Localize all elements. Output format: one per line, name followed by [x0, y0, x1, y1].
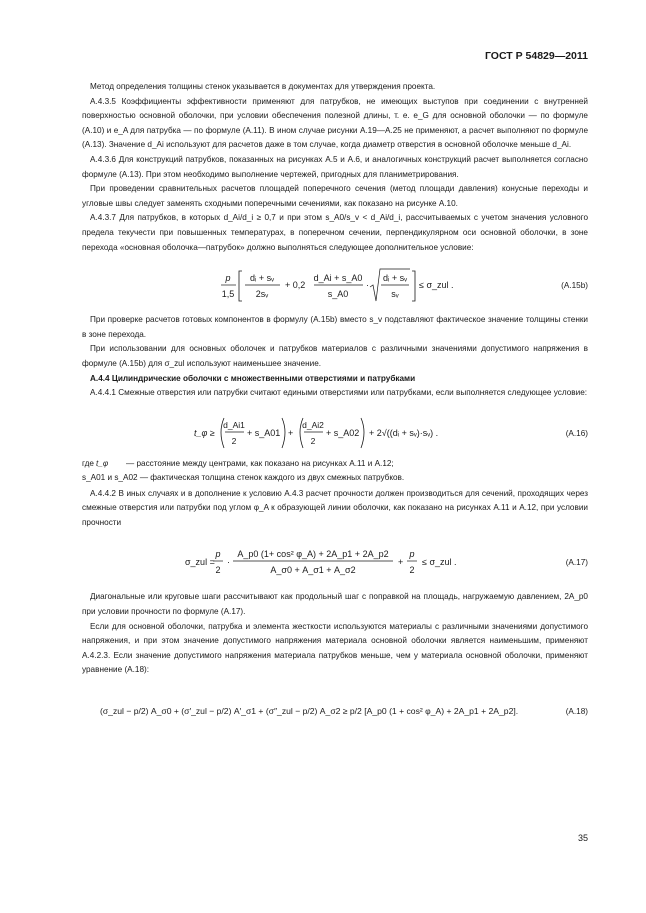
def-where: где: [82, 458, 94, 468]
formula-a17-graphic: [82, 530, 588, 592]
paragraph-a442: А.4.4.2 В иных случаях и в дополнение к условию А.4.3 расчет прочности должен производиться для сечений, проходящих через смежные отверстия или патрубки под углом φ_A к образующей линии оболочки, как показано на рисунках А.11 и А.12, при условии прочности: [82, 488, 588, 527]
symbol-definitions: [82, 457, 588, 487]
f15b-number: (А.15b): [561, 281, 588, 291]
f15b-02: + 0,2: [285, 280, 306, 291]
paragraph-materials: При использовании для основных оболочек и патрубков материалов с различными значениями допустимого напряжения в формуле (А.15b) для σ_zul используют наименьшее значение.: [82, 344, 588, 368]
f16-dai1: d_Ai1: [223, 419, 245, 430]
f16-2a: 2: [231, 435, 237, 446]
f15b-2sv: 2sᵥ: [255, 289, 269, 300]
f15b-rhs: ≤ σ_zul .: [419, 280, 454, 291]
paragraph-a441: А.4.4.1 Смежные отверстия или патрубки считают едиными отверстиями или патрубками, если выполняется следующее условие:: [90, 388, 588, 398]
f17-num: A_p0 (1+ cos² φ_A) + 2A_p1 + 2A_p2: [237, 549, 389, 560]
f17-2b: 2: [409, 565, 415, 576]
f15b-di-sv-2: dᵢ + sᵥ: [382, 273, 408, 284]
paragraph-different-materials: Если для основной оболочки, патрубка и элемента жесткости используются материалы с различными значениями допустимого напряжения, и при этом значение допустимого напряжения материала основной оболочки является наименьшим, применяют А.4.2.3. Если значение допустимого напряжения материала патрубков меньше, чем у материала основной оболочки, применяют уравнение (А.18):: [82, 621, 588, 675]
f15b-sa0: s_A0: [327, 289, 349, 300]
f15b-sv: sᵥ: [391, 289, 399, 300]
page-number: 35: [577, 833, 588, 843]
paragraph-a435: А.4.3.5 Коэффициенты эффективности применяют для патрубков, не имеющих выступов при соединении с внутренней поверхностью основной оболочки, при условии обеспечения полезной длины, т. е. e_G для основной оболочки — по формуле (А.10) и e_A для патрубка — по формуле (А.11). В ином случае рисунки А.19—А.25 не применяют, а расчет выполняют по формуле (А.13). Значение d_Ai используют для расчетов даже в том случае, когда диаметр отверстия в основной оболочке меньше d_Ai.: [82, 96, 588, 150]
f17-end: ≤ σ_zul .: [422, 557, 457, 568]
f16-2b: 2: [310, 435, 316, 446]
f16-sa01: + s_A01: [247, 427, 281, 438]
def-tphi: — расстояние между центрами, как показано на рисунках А.11 и А.12;: [126, 458, 394, 468]
f18-expr: (σ_zul − p/2) A_σ0 + (σ′_zul − p/2) A′_σ1 + (σ″_zul − p/2) A_σ2 ≥ p/2 [A_p0 (1 + cos² φ_A) + 2A_p1 + 2A_p2].: [100, 706, 519, 717]
formula-a18: [82, 678, 588, 728]
formula-a16: [82, 401, 588, 457]
paragraph-diagonal: Диагональные или круговые шаги рассчитывают как продольный шаг с поправкой на площадь, нагружаемую давлением, 2A_p0 при условии прочности по формуле (А.17).: [82, 592, 588, 617]
svg-text:·: ·: [227, 557, 230, 568]
f17-plus: +: [398, 557, 404, 568]
def-tphi-symbol: t_φ: [96, 458, 109, 468]
standard-header: ГОСТ Р 54829—2011: [484, 50, 588, 62]
f16-sa02: + s_A02: [326, 427, 360, 438]
document-body: [82, 80, 588, 728]
svg-text:·: ·: [366, 280, 369, 291]
f15b-dai-sa0: d_Ai + s_A0: [313, 273, 363, 284]
section-title-a44: А.4.4 Цилиндрические оболочки с множественными отверстиями и патрубками: [90, 373, 416, 383]
paragraph-method: Метод определения толщины стенок указывается в документах для утверждения проекта.: [90, 82, 436, 91]
f16-lhs: t_φ ≥: [194, 427, 215, 438]
paragraph-a437: А.4.3.7 Для патрубков, в которых d_Ai/d_i ≥ 0,7 и при этом s_A0/s_v < d_Ai/d_i, рассчитываемых с учетом значения условного предела текучести при повышенных температурах, в поперечном сечении, перпендикулярном оси основной оболочки, в зоне перехода «основная оболочка—патрубок» должно выполняться следующее дополнительное условие:: [82, 213, 588, 252]
f16-number: (А.16): [565, 428, 588, 438]
formula-a15b: [82, 255, 588, 313]
f17-den: A_σ0 + A_σ1 + A_σ2: [270, 565, 356, 576]
formula-a17: [82, 530, 588, 590]
f16-dai2: d_Ai2: [302, 419, 324, 430]
f17-lhs: σ_zul =: [185, 557, 215, 568]
def-sa0: s_A01 и s_A02 — фактическая толщина стенок каждого из двух смежных патрубков.: [82, 473, 405, 483]
f15b-15: 1,5: [221, 289, 235, 300]
f17-number: (А.17): [565, 558, 588, 568]
f15b-di-sv: dᵢ + sᵥ: [249, 273, 275, 284]
f15b-p: p: [225, 273, 231, 284]
f18-number: (А.18): [565, 707, 588, 717]
f16-plus: +: [288, 427, 294, 438]
paragraph-check: При проверке расчетов готовых компонентов в формулу (А.15b) вместо s_v подставляют фактическое значение толщины стенки в зоне перехода.: [82, 315, 588, 339]
formula-a16-graphic: [82, 401, 588, 463]
f16-root: + 2√((dᵢ + sᵥ)·sᵥ) .: [369, 427, 439, 438]
f17-p2: p: [409, 549, 415, 560]
formula-a15b-graphic: [82, 255, 588, 317]
formula-a18-graphic: [82, 678, 588, 740]
paragraph-a436: А.4.3.6 Для конструкций патрубков, показанных на рисунках А.5 и А.6, и аналогичных конструкций расчет выполняется согласно формуле (А.13). При этом необходимо выполнение чертежей, пригодных для планиметрирования.: [82, 154, 588, 179]
f17-2: 2: [215, 565, 221, 576]
f17-p: p: [215, 549, 221, 560]
paragraph-comparison: При проведении сравнительных расчетов площадей поперечного сечения (метод площади давления) конусные переходы и угловые швы следует заменять сходными поперечными сечениями, как показано на рисунке А.10.: [82, 184, 588, 208]
